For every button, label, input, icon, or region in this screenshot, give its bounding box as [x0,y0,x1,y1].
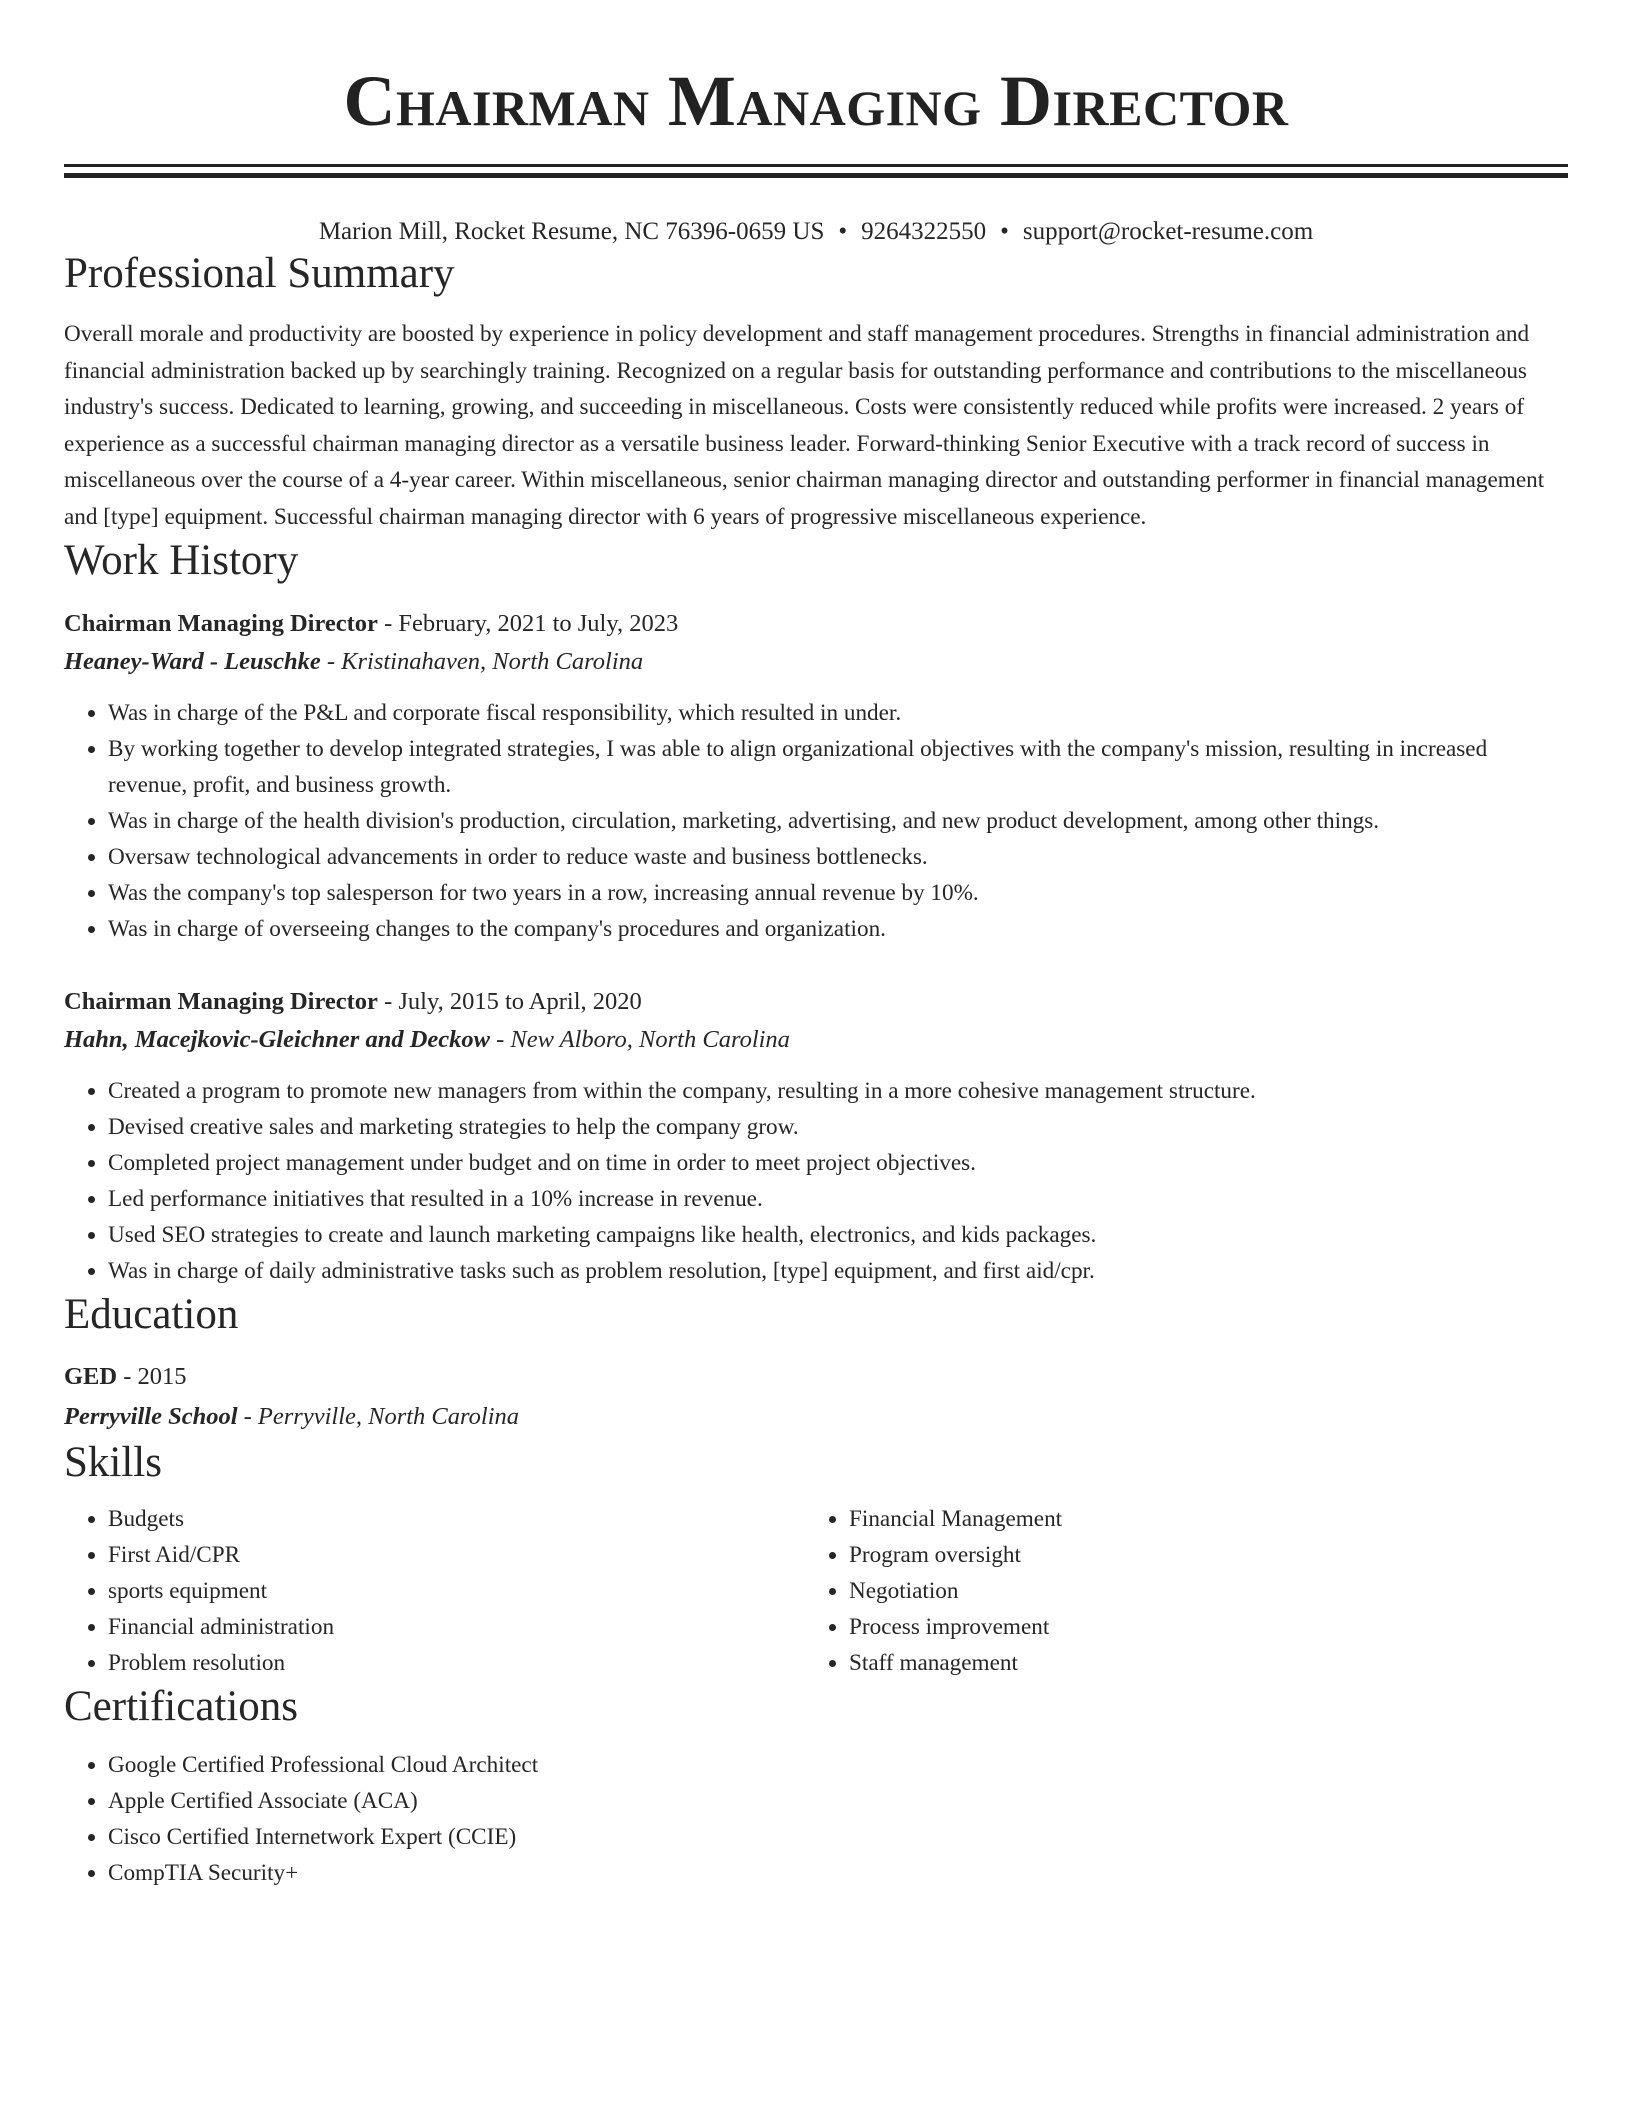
list-item: • Completed project management under budget and on time in order to meet project objectives. [108,1145,1568,1181]
list-item: • Devised creative sales and marketing strategies to help the company grow. [108,1109,1568,1145]
resume-title: Chairman Managing Director [343,61,1289,141]
list-item: • CompTIA Security+ [108,1855,1568,1891]
job-entry-1 [64,605,1568,947]
education-heading: Education [64,1291,239,1338]
job-company: Heaney-Ward - Leuschke [64,648,321,675]
list-item: • Was in charge of the health division's production, circulation, marketing, advertising, and new product development, among other things. [108,803,1568,839]
list-item: • Apple Certified Associate (ACA) [108,1783,1568,1819]
certifications-heading: Certifications [64,1683,299,1730]
list-item: • Problem resolution [108,1645,805,1681]
degree-line [64,1357,1568,1397]
job-dates: - February, 2021 to July, 2023 [377,610,679,637]
job-company: Hahn, Macejkovic-Gleichner and Deckow [64,1026,490,1053]
skills-column-left [64,1501,805,1681]
job-location: - New Alboro, North Carolina [490,1026,790,1053]
certifications-list [64,1747,1568,1891]
list-item: • Was in charge of overseeing changes to the company's procedures and organization. [108,911,1568,947]
school-line [64,1397,1568,1437]
list-item: • Was the company's top salesperson for two years in a row, increasing annual revenue by 10%. [108,875,1568,911]
list-item: • By working together to develop integrated strategies, I was able to align organizational objectives with the company's mission, resulting in increased revenue, profit, and business growth. [108,731,1568,803]
job-title-line [64,983,1568,1021]
list-item: • Program oversight [849,1537,1546,1573]
list-item: • Financial administration [108,1609,805,1645]
job-title: Chairman Managing Director [64,988,378,1015]
list-item: • Was in charge of the P&L and corporate fiscal responsibility, which resulted in under. [108,695,1568,731]
list-item: • Created a program to promote new managers from within the company, resulting in a more cohesive management structure. [108,1073,1568,1109]
education-entry [64,1357,1568,1437]
list-item: • Staff management [849,1645,1546,1681]
school-location: - Perryville, North Carolina [237,1403,520,1430]
contact-email: support@rocket-resume.com [1022,218,1314,245]
list-item: • Budgets [108,1501,805,1537]
list-item: • Used SEO strategies to create and launch marketing campaigns like health, electronics, and kids packages. [108,1217,1568,1253]
job-bullets [64,1073,1568,1289]
job-company-line [64,1021,1568,1059]
title-rule-bottom [64,173,1568,178]
degree-year: - 2015 [117,1363,187,1390]
summary-text: Overall morale and productivity are boosted by experience in policy development and staff management procedures. Strengths in financial administration and financial administration backed up by searchingly training. Recognized on a regular basis for outstanding performance and contributions to the miscellaneous industry's success. Dedicated to learning, growing, and succeeding in miscellaneous. Costs were consistently reduced while profits were increased. 2 years of experience as a successful chairman managing director as a versatile business leader. Forward-thinking Senior Executive with a track record of success in miscellaneous over the course of a 4-year career. Within miscellaneous, senior chairman managing director and outstanding performer in financial management and [type] equipment. Successful chairman managing director with 6 years of progressive miscellaneous experience. [64,321,1545,530]
degree: GED [64,1363,118,1390]
list-item: • Financial Management [849,1501,1546,1537]
list-item: • First Aid/CPR [108,1537,805,1573]
school-name: Perryville School [64,1403,238,1430]
skills-heading: Skills [64,1439,162,1486]
skills-column-right [805,1501,1546,1681]
work-history-heading: Work History [64,537,299,584]
list-item: • sports equipment [108,1573,805,1609]
list-item: • Oversaw technological advancements in order to reduce waste and business bottlenecks. [108,839,1568,875]
list-item: • Was in charge of daily administrative tasks such as problem resolution, [type] equipment, and first aid/cpr. [108,1253,1568,1289]
contact-address: Marion Mill, Rocket Resume, NC 76396-0659 US [318,218,825,245]
summary-heading: Professional Summary [64,250,455,297]
title-rule-top [64,164,1568,167]
contact-line [64,216,1568,248]
skills-list [64,1501,1568,1681]
job-title-line [64,605,1568,643]
job-title: Chairman Managing Director [64,610,378,637]
contact-separator: • [838,218,848,245]
job-dates: - July, 2015 to April, 2020 [377,988,642,1015]
job-location: - Kristinahaven, North Carolina [320,648,644,675]
list-item: • Google Certified Professional Cloud Architect [108,1747,1568,1783]
list-item: • Cisco Certified Internetwork Expert (CCIE) [108,1819,1568,1855]
list-item: • Led performance initiatives that resulted in a 10% increase in revenue. [108,1181,1568,1217]
list-item: • Negotiation [849,1573,1546,1609]
contact-separator: • [1000,218,1009,245]
list-item: • Process improvement [849,1609,1546,1645]
contact-phone: 9264322550 [861,218,987,245]
job-bullets [64,695,1568,947]
job-entry-2 [64,983,1568,1289]
job-company-line [64,643,1568,681]
